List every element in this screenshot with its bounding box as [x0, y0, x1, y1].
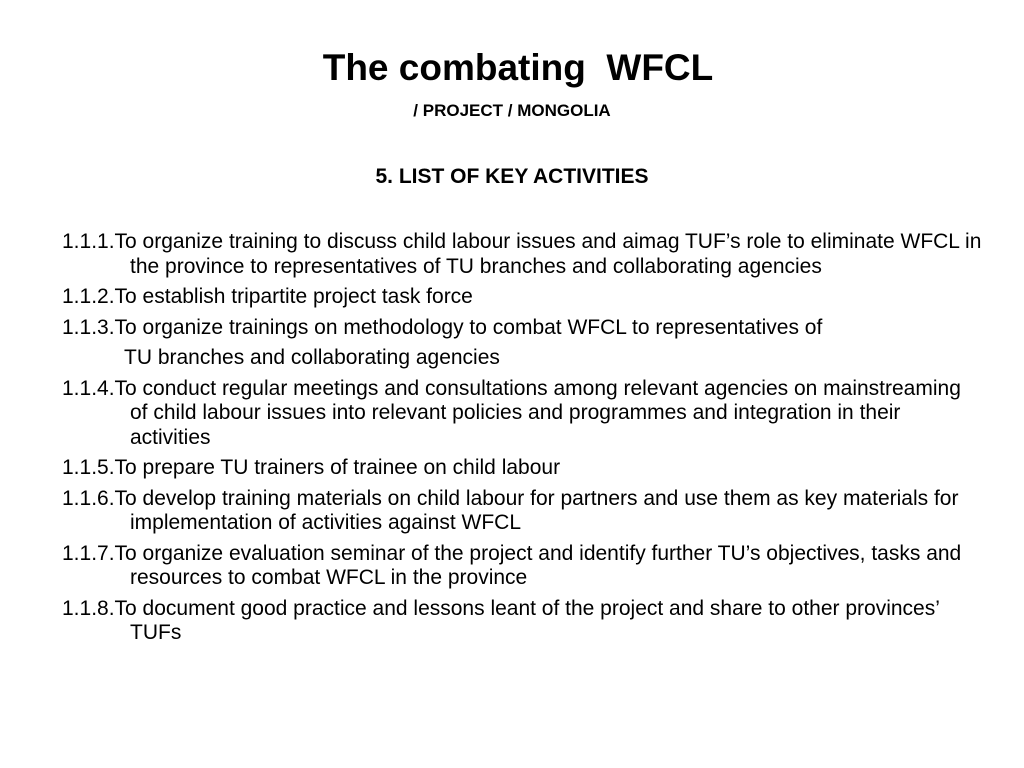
activity-1-1-3-continuation: TU branches and collaborating agencies	[124, 346, 500, 369]
activity-list	[62, 230, 982, 652]
activity-1-1-7: 1.1.7.To organize evaluation seminar of the project and identify further TU’s objectives, tasks and resources to combat WFCL in the province	[62, 541, 962, 589]
activity-1-1-4: 1.1.4.To conduct regular meetings and consultations among relevant agencies on mainstreaming of child labour issues into relevant policies and programmes and integration in their activities	[62, 376, 961, 449]
slide-subtitle: / PROJECT / MONGOLIA	[413, 101, 611, 120]
activity-1-1-1: 1.1.1.To organize training to discuss child labour issues and aimag TUF’s role to eliminate WFCL in the province to representatives of TU branches and collaborating agencies	[62, 230, 982, 278]
activity-1-1-2: 1.1.2.To establish tripartite project task force	[62, 285, 473, 308]
section-heading: 5. LIST OF KEY ACTIVITIES	[375, 165, 649, 188]
activity-1-1-6: 1.1.6.To develop training materials on child labour for partners and use them as key materials for implementation of activities against WFCL	[62, 486, 959, 534]
slide-title: The combating WFCL	[322, 47, 714, 88]
activity-1-1-8: 1.1.8.To document good practice and lessons leant of the project and share to other provinces’ TUFs	[62, 596, 940, 644]
activity-1-1-3: 1.1.3.To organize trainings on methodology to combat WFCL to representatives of	[62, 315, 823, 339]
activity-1-1-5: 1.1.5.To prepare TU trainers of trainee on child labour	[62, 456, 561, 479]
